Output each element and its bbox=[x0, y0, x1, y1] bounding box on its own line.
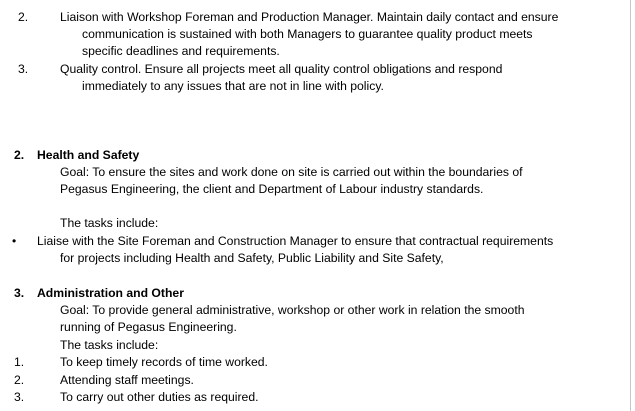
task-text: To carry out other duties as required. bbox=[60, 390, 259, 404]
task-text: To keep timely records of time worked. bbox=[60, 355, 268, 369]
section-number: 3. bbox=[14, 286, 25, 300]
list-item-text-line: specific deadlines and requirements. bbox=[82, 44, 280, 58]
goal-text-line: running of Pegasus Engineering. bbox=[60, 320, 237, 334]
bullet-icon: • bbox=[12, 234, 17, 248]
section-title: Health and Safety bbox=[37, 148, 140, 162]
list-number: 1. bbox=[14, 355, 25, 369]
list-number: 3. bbox=[18, 62, 29, 76]
page-edge-divider bbox=[630, 0, 631, 411]
list-number: 2. bbox=[18, 10, 29, 24]
list-item-text-line: immediately to any issues that are not in line with policy. bbox=[82, 79, 384, 93]
tasks-intro: The tasks include: bbox=[60, 216, 159, 230]
section-title: Administration and Other bbox=[37, 286, 184, 300]
list-item-text-line: Liaison with Workshop Foreman and Production Manager. Maintain daily contact and ensure bbox=[60, 10, 559, 24]
goal-text-line: Goal: To ensure the sites and work done on site is carried out within the boundaries of bbox=[60, 165, 523, 179]
list-number: 3. bbox=[14, 390, 25, 404]
bullet-text-line: for projects including Health and Safety, Public Liability and Site Safety, bbox=[60, 251, 444, 265]
task-text: Attending staff meetings. bbox=[60, 373, 194, 387]
list-number: 2. bbox=[14, 373, 25, 387]
bullet-text-line: Liaise with the Site Foreman and Construction Manager to ensure that contractual requirements bbox=[37, 234, 554, 248]
list-item-text-line: communication is sustained with both Managers to guarantee quality product meets bbox=[82, 27, 533, 41]
tasks-intro: The tasks include: bbox=[60, 338, 159, 352]
list-item-text-line: Quality control. Ensure all projects meet all quality control obligations and respond bbox=[60, 62, 503, 76]
section-number: 2. bbox=[14, 148, 25, 162]
goal-text-line: Goal: To provide general administrative, workshop or other work in relation the smooth bbox=[60, 303, 525, 317]
goal-text-line: Pegasus Engineering, the client and Department of Labour industry standards. bbox=[60, 182, 484, 196]
